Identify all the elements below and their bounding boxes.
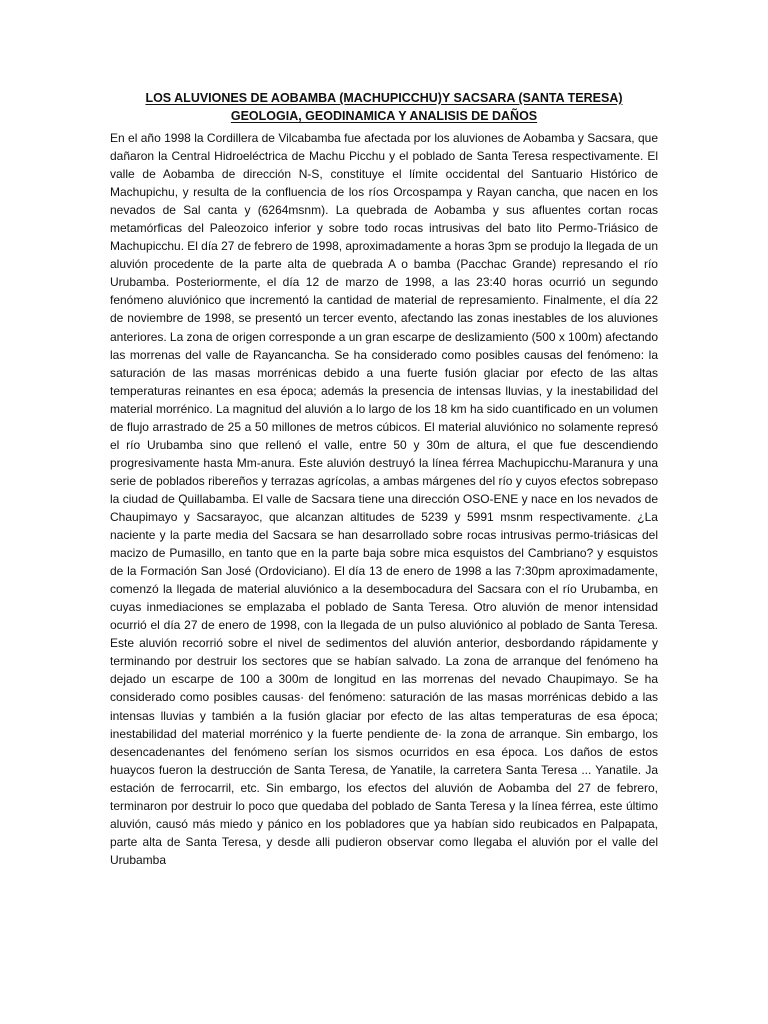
document-body-paragraph: En el año 1998 la Cordillera de Vilcabamba fue afectada por los aluviones de Aobamba y Sacsara, que dañaron la Central Hidroeléctrica de Machu Picchu y el poblado de Santa Teresa respectivamente. El valle de Aobamba de dirección N-S, constituye el límite occidental del Santuario Histórico de Machupichu, y resulta de la confluencia de los ríos Orcospampa y Rayan cancha, que nacen en los nevados de Sal canta y (6264msnm). La quebrada de Aobamba y sus afluentes cortan rocas metamórficas del Paleozoico inferior y sobre todo rocas intrusivas del bato lito Permo-Triásico de Machupicchu. El día 27 de febrero de 1998, aproximadamente a horas 3pm se produjo la llegada de un aluvión procedente de la parte alta de quebrada A o bamba (Pacchac Grande) represando el río Urubamba. Posteriormente, el día 12 de marzo de 1998, a las 23:40 horas ocurrió un segundo fenómeno aluviónico que incrementó la cantidad de material de represamiento. Finalmente, el día 22 de noviembre de 1998, se presentó un tercer evento, afectando las zonas inestables de los aluviones anteriores. La zona de origen corresponde a un gran escarpe de deslizamiento (500 x 100m) afectando las morrenas del valle de Rayancancha. Se ha considerado como posibles causas del fenómeno: la saturación de las masas morrénicas debido a una fuerte fusión glaciar por efecto de las altas temperaturas reinantes en esa época; además la presencia de intensas lluvias, y la inestabilidad del material morrénico. La magnitud del aluvión a lo largo de los 18 km ha sido cuantificado en un volumen de flujo arrastrado de 25 a 50 millones de metros cúbicos. El material aluviónico no solamente represó el río Urubamba sino que rellenó el valle, entre 50 y 30m de altura, el que fue descendiendo progresivamente hasta Mm-anura. Este aluvión destruyó la línea férrea Machupicchu-Maranura y una serie de poblados ribereños y terrazas agrícolas, a ambas márgenes del río y cuyos efectos sobrepaso la ciudad de Quillabamba. El valle de Sacsara tiene una dirección OSO-ENE y nace en los nevados de Chaupimayo y Sacsarayoc, que alcanzan altitudes de 5239 y 5991 msnm respectivamente. ¿La naciente y la parte media del Sacsara se han desarrollado sobre rocas intrusivas permo-triásicas del macizo de Pumasillo, en tanto que en la parte baja sobre mica esquistos del Cambriano? y esquistos de la Formación San José (Ordoviciano). El día 13 de enero de 1998 a las 7:30pm aproximadamente, comenzó la llegada de material aluviónico a la desembocadura del Sacsara con el río Urubamba, en cuyas inmediaciones se emplazaba el poblado de Santa Teresa. Otro aluvión de menor intensidad ocurrió el día 27 de enero de 1998, con la llegada de un pulso aluviónico al poblado de Santa Teresa. Este aluvión recorrió sobre el nivel de sedimentos del aluvión anterior, desbordando rápidamente y terminando por destruir los sectores que se habían salvado. La zona de arranque del fenómeno ha dejado un escarpe de 100 a 300m de longitud en las morrenas del nevado Chaupimayo. Se ha considerado como posibles causas· del fenómeno: saturación de las masas morrénicas debido a las intensas lluvias y también a la fusión glaciar por efecto de las altas temperaturas de esa época; inestabilidad del material morrénico y la fuerte pendiente de· la zona de arranque. Sin embargo, los desencadenantes del fenómeno serían los sismos ocurridos en esa época. Los daños de estos huaycos fueron la destrucción de Santa Teresa, de Yanatile, la carretera Santa Teresa ... Yanatile. Ja estación de ferrocarril, etc. Sin embargo, los efectos del aluvión de Aobamba del 27 de febrero, terminaron por destruir lo poco que quedaba del poblado de Santa Teresa y la línea férrea, este último aluvión, causó más miedo y pánico en los pobladores que ya habían sido reubicados en Palpapata, parte alta de Santa Teresa, y desde alli pudieron observar como llegaba el aluvión por el valle del Urubamba	[110, 131, 658, 867]
document-title: LOS ALUVIONES DE AOBAMBA (MACHUPICCHU)Y SACSARA (SANTA TERESA) GEOLOGIA, GEODINAMICA Y ANALISIS DE DAÑOS	[145, 91, 623, 123]
